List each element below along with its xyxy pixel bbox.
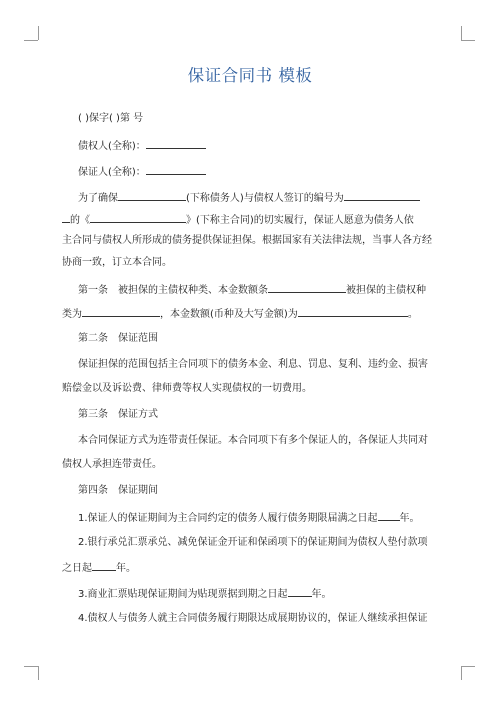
main-contract-name-blank[interactable] [90, 212, 186, 223]
article-4-item-1: 1.保证人的保证期间为主合同约定的债务人履行债务期限届满之日起 年。 [78, 510, 458, 526]
para-intro-line-4: 协商一致，订立本合同。 [62, 257, 172, 268]
article-3-line-1: 本合同保证方式为连带责任保证。本合同项下有多个保证人的，各保证人共同对 [78, 435, 428, 446]
crop-mark-bottom-left-v [38, 666, 39, 680]
para-intro-line-1: 为了确保 (下称债务人)与债权人签订的编号为 [78, 190, 458, 206]
crop-mark-bottom-right-h [461, 666, 475, 667]
crop-mark-top-right-v [461, 26, 462, 40]
creditor-name-blank[interactable] [146, 138, 206, 149]
guarantor-line: 保证人(全称)： [78, 164, 458, 180]
article-4-heading: 第四条 保证期间 [78, 485, 158, 496]
article-4-item-3: 3.商业汇票贴现保证期间为贴现票据到期之日起 年。 [78, 586, 458, 602]
crop-mark-top-right-h [461, 40, 475, 41]
para-intro-line-2: 的《 》(下称主合同)的切实履行，保证人愿意为债务人依 [62, 212, 442, 228]
article-4-item-4: 4.债权人与债务人就主合同债务履行期限达成展期协议的，保证人继续承担保证 [78, 613, 428, 624]
crop-mark-top-left-h [24, 40, 38, 41]
article-1-line-1: 第一条 被担保的主债权种类、本金数额条 被担保的主债权种 [78, 282, 458, 298]
period-years-blank-3[interactable] [288, 586, 312, 597]
debt-amount-blank[interactable] [268, 282, 346, 293]
guarantor-name-blank[interactable] [146, 164, 206, 175]
article-1-line-2: 类为 ，本金数额(币种及大写金额)为 。 [62, 306, 442, 322]
principal-amount-blank[interactable] [298, 306, 408, 317]
doc-number-line: ( )保字( )第 号 [78, 113, 144, 124]
article-3-heading: 第三条 保证方式 [78, 409, 158, 420]
article-2-line-2: 赔偿金以及诉讼费、律师费等权人实现债权的一切费用。 [62, 383, 312, 394]
article-3-line-2: 债权人承担连带责任。 [62, 459, 162, 470]
crop-mark-bottom-left-h [24, 666, 38, 667]
crop-mark-top-left-v [38, 26, 39, 40]
article-2-heading: 第二条 保证范围 [78, 333, 158, 344]
document-title: 保证合同书 模板 [187, 66, 313, 85]
debtor-blank[interactable] [118, 190, 186, 201]
period-years-blank-2[interactable] [92, 560, 116, 571]
contract-number-blank[interactable] [344, 190, 420, 201]
article-2-line-1: 保证担保的范围包括主合同项下的债务本金、利息、罚息、复利、违约金、损害 [78, 359, 428, 370]
para-intro-line-3: 主合同与债权人所形成的债务提供保证担保。根据国家有关法律法规，当事人各方经 [62, 235, 432, 246]
period-years-blank-1[interactable] [378, 510, 400, 521]
debt-type-blank[interactable] [82, 306, 160, 317]
creditor-line: 债权人(全称)： [78, 138, 458, 154]
article-4-item-2-line-2: 之日起 年。 [62, 560, 442, 576]
crop-mark-bottom-right-v [461, 666, 462, 680]
article-4-item-2-line-1: 2.银行承兑汇票承兑、减免保证金开证和保函项下的保证期间为债权人垫付款项 [78, 537, 428, 548]
prefix-blank[interactable] [62, 212, 70, 223]
